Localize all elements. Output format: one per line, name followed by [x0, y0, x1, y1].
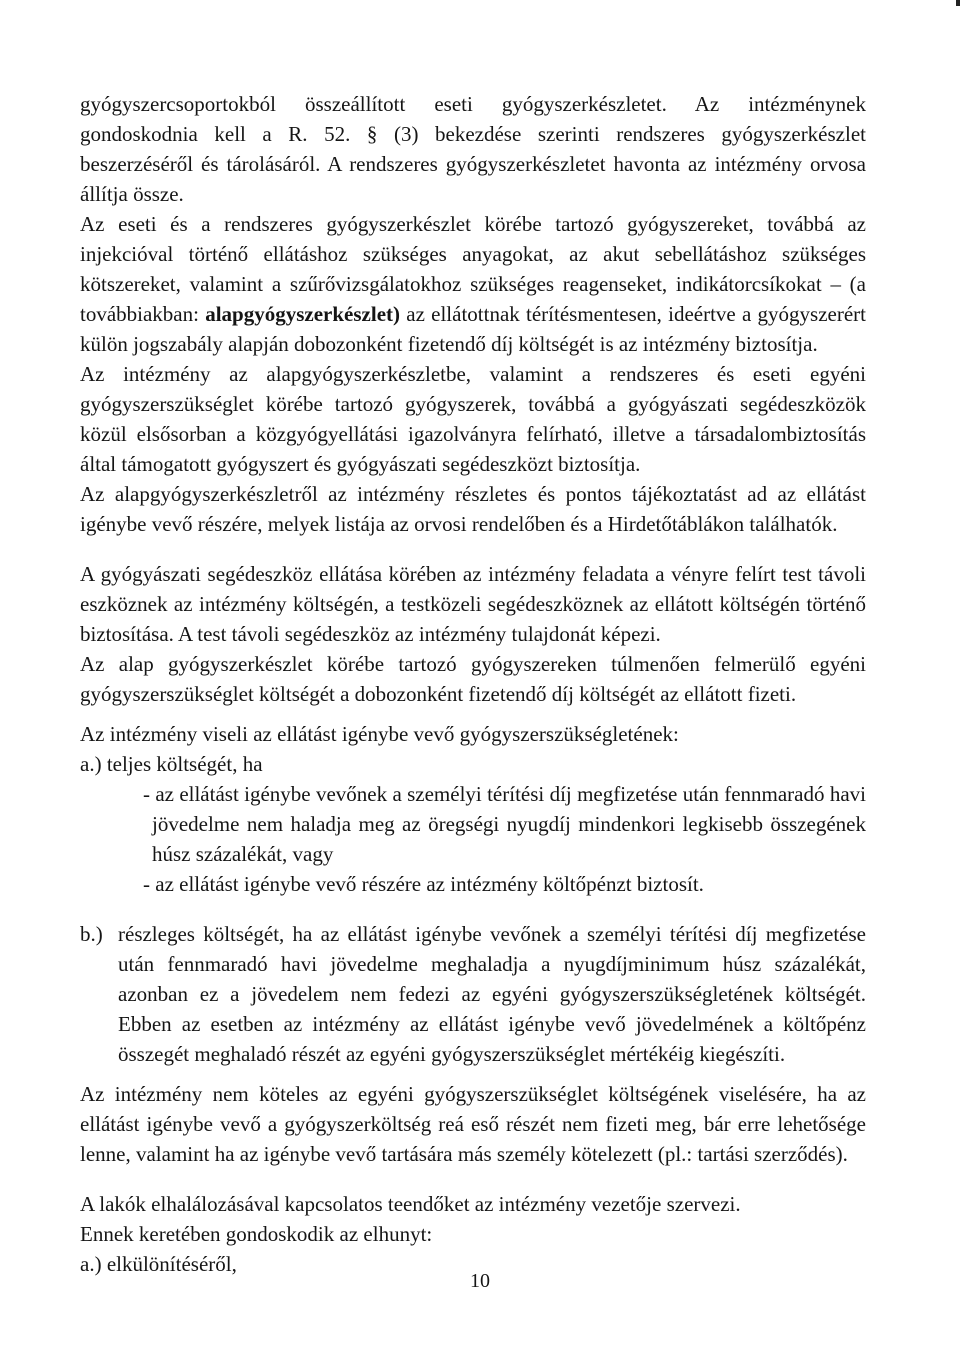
- paragraph-nem-koteles: Az intézmény nem köteles az egyéni gyógyszerszükséglet költségének viselésére, ha az ellátást igénybe vevő a gyógyszerköltség reá eső részét nem fizeti meg, bár erre lehetősége lenne, valamint ha az igénybe vevő tartására más személy kötelezett (pl.: tartási szerződés).: [80, 1082, 866, 1166]
- paragraph-intezmeny-biztositja: Az intézmény az alapgyógyszerkészletbe, valamint a rendszeres és eseti egyéni gyógyszerszükséglet körébe tartozó gyógyszerek, továbbá a gyógyászati segédeszközök közül elsősorban a közgyógyellátási igazolványra felírható, illetve a társadalombiztosítás által támogatott gyógyszert és gyógyászati segédeszközt biztosítja.: [80, 362, 866, 476]
- paragraph-intezmeny-viseli: Az intézmény viseli az ellátást igénybe vevő gyógyszerszükségletének:: [80, 722, 679, 746]
- bold-term: alapgyógyszerkészlet): [205, 302, 401, 326]
- list-item-b: [80, 919, 866, 1069]
- dash-item-1: - az ellátást igénybe vevőnek a személyi térítési díj megfizetése után fennmaradó havi jövedelme nem haladja meg az öregségi nyugdíj mindenkori legkisebb összegének húsz százalékát, vagy: [143, 782, 866, 866]
- paragraph-segedeszkoz: A gyógyászati segédeszköz ellátása körében az intézmény feladata a vényre felírt test távoli eszköznek az intézmény költségén, a testközeli segédeszköznek az ellátott költségén történő biztosítása. A test távoli segédeszköz az intézmény tulajdonát képezi.: [80, 562, 866, 646]
- page-number: 10: [470, 1270, 490, 1292]
- document-body: [80, 89, 866, 1279]
- paragraph-alapgyogyszerkeszlet: [80, 209, 866, 359]
- list-item-a-elkulonites: a.) elkülönítéséről,: [80, 1252, 237, 1276]
- list-item-a: a.) teljes költségét, ha: [80, 752, 263, 776]
- list-item-b-text: részleges költségét, ha az ellátást igénybe vevőnek a személyi térítési díj megfizetése után fennmaradó havi jövedelme meghaladja a nyugdíjminimum húsz százalékát, azonban ez a jövedelem nem fedezi az egyéni gyógyszerszükségletének költségét. Ebben az esetben az intézmény az ellátást igénybe vevő jövedelmének a költőpénz összegét meghaladó részét az egyéni gyógyszerszükséglet mértékéig kiegészíti.: [118, 922, 866, 1066]
- dash-item-2: - az ellátást igénybe vevő részére az intézmény költőpénzt biztosít.: [143, 872, 704, 896]
- paragraph-text: Az eseti és a rendszeres gyógyszerkészlet körébe tartozó gyógyszereket, továbbá az injekcióval történő ellátáshoz szükséges anyagokat, az akut sebellátáshoz szükséges kötszereket, valamint a szűrővizsgálatokhoz szükséges reagenseket, indikátorcsíkokat – (a továbbiakban:: [80, 212, 866, 326]
- scan-edge-mark: [956, 0, 960, 6]
- paragraph-elhalalozas: A lakók elhalálozásával kapcsolatos teendőket az intézmény vezetője szervezi.: [80, 1192, 741, 1216]
- paragraph-tajekoztatas: Az alapgyógyszerkészletről az intézmény részletes és pontos tájékoztatást ad az ellátást igénybe vevő részére, melyek listája az orvosi rendelőben és a Hirdetőtáblákon találhatók.: [80, 482, 866, 536]
- paragraph-text: az ellátottnak térítésmentesen, ideértve a gyógyszerért külön jogszabály alapján dobozonként fizetendő díj költségét is az intézmény biztosítja.: [80, 302, 867, 356]
- paragraph-egyeni-szukseglet: Az alap gyógyszerkészlet körébe tartozó gyógyszereken túlmenően felmerülő egyéni gyógyszerszükséglet költségét a dobozonként fizetendő díj költségét az ellátott fizeti.: [80, 652, 866, 706]
- paragraph-eseti-gyogyszerkeszlet: gyógyszercsoportokból összeállított eseti gyógyszerkészletet. Az intézménynek gondoskodnia kell a R. 52. § (3) bekezdése szerinti rendszeres gyógyszerkészlet beszerzéséről és tárolásáról. A rendszeres gyógyszerkészletet havonta az intézmény orvosa állítja össze.: [80, 92, 866, 206]
- paragraph-gondoskodik: Ennek keretében gondoskodik az elhunyt:: [80, 1222, 433, 1246]
- list-item-b-label: b.): [80, 922, 103, 946]
